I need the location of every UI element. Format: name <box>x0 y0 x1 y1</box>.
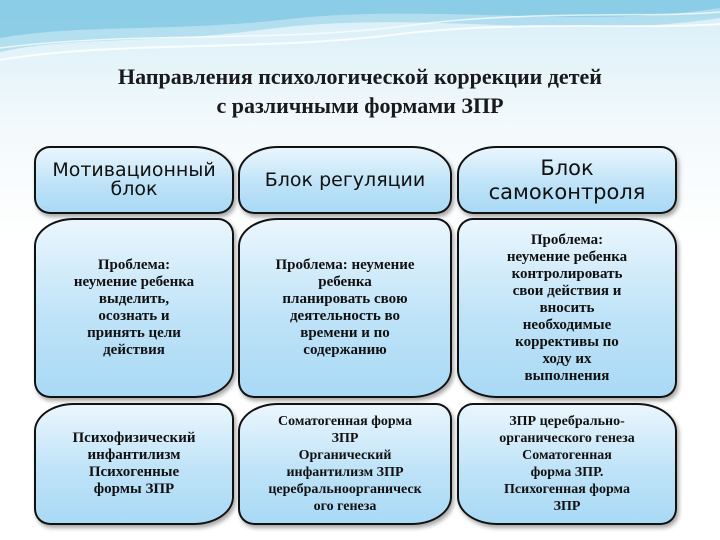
problem-self-control <box>457 218 677 398</box>
header-motivational-block <box>34 146 234 214</box>
header-regulation-text: Блок регуляции <box>264 168 426 191</box>
problem-regulation <box>238 218 452 398</box>
forms-regulation-text: Соматогенная форма ЗПР Органический инфантилизм ЗПР церебральноорганическ ого генеза <box>268 414 422 514</box>
forms-self-control <box>457 403 677 525</box>
header-self-control-block <box>457 146 677 214</box>
forms-motivational-text: Психофизический инфантилизм Психогенные формы ЗПР <box>72 430 196 497</box>
problem-regulation-text: Проблема: неумение ребенка планировать свою деятельность во времени и по содержанию <box>275 257 415 358</box>
problem-motivational <box>34 218 234 398</box>
forms-regulation <box>238 403 452 525</box>
title-line-1: Направления психологической коррекции детей <box>118 64 602 89</box>
forms-motivational <box>34 403 234 525</box>
header-motivational-text: Мотивационный блок <box>52 159 216 200</box>
page-title <box>30 62 690 120</box>
forms-self-control-text: ЗПР церебрально- органического генеза Соматогенная форма ЗПР. Психогенная форма ЗПР <box>499 414 635 514</box>
decorative-wave <box>0 0 720 70</box>
header-regulation-block <box>238 146 452 214</box>
header-self-control-text: Блок самоконтроля <box>488 156 646 204</box>
problem-motivational-text: Проблема: неумение ребенка выделить, осознать и принять цели действия <box>73 257 195 358</box>
problem-self-control-text: Проблема: неумение ребенка контролировать свои действия и вносить необходимые коррективы по ходу их выполнения <box>506 231 628 384</box>
title-line-2: с различными формами ЗПР <box>216 93 504 118</box>
